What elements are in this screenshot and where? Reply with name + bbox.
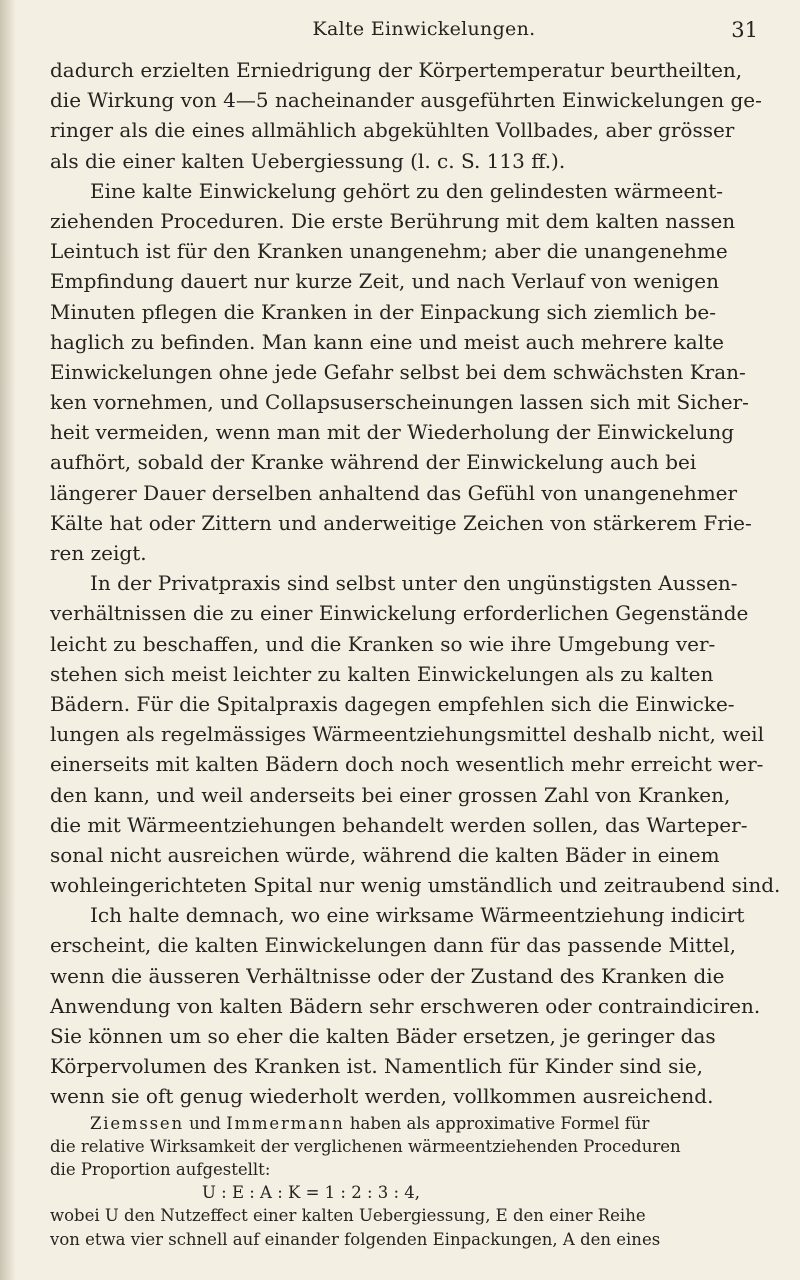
small-text-line: die Proportion aufgestellt: (50, 1159, 271, 1179)
small-text-line: die relative Wirksamkeit der verglichenen wärmeentziehenden Proceduren (50, 1136, 681, 1156)
text-line: einerseits mit kalten Bädern doch noch wesentlich mehr erreicht wer- (50, 752, 764, 777)
text-line: Empfindung dauert nur kurze Zeit, und nach Verlauf von wenigen (50, 269, 720, 294)
author-name: Ziemssen (90, 1113, 184, 1133)
text-line: stehen sich meist leichter zu kalten Einwickelungen als zu kalten (50, 661, 714, 686)
small-text-line: wobei U den Nutzeffect einer kalten Uebergiessung, E den einer Reihe (50, 1206, 646, 1226)
text-line: Eine kalte Einwickelung gehört zu den gelindesten wärmeent- (90, 178, 724, 203)
text-line: die mit Wärmeentziehungen behandelt werden sollen, das Warteper- (50, 812, 748, 837)
page-number: 31 (731, 18, 758, 42)
text-line: verhältnissen die zu einer Einwickelung erforderlichen Gegenstände (50, 601, 749, 626)
text-line: als die einer kalten Uebergiessung (l. c. S. 113 ff.). (50, 148, 566, 173)
text-line: Ich halte demnach, wo eine wirksame Wärmeentziehung indicirt (90, 903, 745, 928)
text-line: ren zeigt. (50, 541, 147, 565)
text-line: heit vermeiden, wenn man mit der Wiederholung der Einwickelung (50, 420, 735, 445)
body-text (50, 55, 781, 1251)
text-line: Leintuch ist für den Kranken unangenehm; aber die unangenehme (50, 239, 728, 264)
text-line: Sie können um so eher die kalten Bäder ersetzen, je geringer das (50, 1024, 716, 1048)
text-line: aufhört, sobald der Kranke während der Einwickelung auch bei (50, 450, 697, 475)
page-edge-shadow (0, 0, 16, 1280)
text-line: ken vornehmen, und Collapsuserscheinungen lassen sich mit Sicher- (50, 390, 749, 415)
page-header (90, 12, 758, 52)
text-line: ziehenden Proceduren. Die erste Berührung mit dem kalten nassen (50, 208, 736, 233)
proportion-formula: U : E : A : K = 1 : 2 : 3 : 4, (202, 1183, 421, 1203)
author-name: Immermann (226, 1113, 345, 1133)
text-line: sonal nicht ausreichen würde, während die kalten Bäder in einem (50, 842, 720, 867)
small-text-line (50, 1112, 775, 1135)
text-line: erscheint, die kalten Einwickelungen dann für das passende Mittel, (50, 933, 737, 958)
text-line: Anwendung von kalten Bädern sehr erschweren oder contraindiciren. (50, 993, 761, 1018)
running-title: Kalte Einwickelungen. (312, 18, 536, 40)
text-line: Kälte hat oder Zittern und anderweitige Zeichen von stärkerem Frie- (50, 510, 752, 535)
text-line: dadurch erzielten Erniedrigung der Körpertemperatur beurtheilten, (50, 58, 743, 82)
text-line: wohleingerichteten Spital nur wenig umständlich und zeitraubend sind. (50, 873, 781, 898)
text-line: wenn die äusseren Verhältnisse oder der Zustand des Kranken die (50, 963, 725, 988)
text-line: die Wirkung von 4—5 nacheinander ausgeführten Einwickelungen ge- (50, 88, 762, 113)
text-line: lungen als regelmässiges Wärmeentziehungsmittel deshalb nicht, weil (50, 722, 764, 747)
small-text-fragment: haben als approximative Formel für (344, 1113, 650, 1133)
text-line: Minuten pflegen die Kranken in der Einpackung sich ziemlich be- (50, 299, 716, 324)
conjunction: und (183, 1113, 227, 1133)
text-line: In der Privatpraxis sind selbst unter den ungünstigsten Aussen- (90, 571, 738, 596)
text-line: ringer als die eines allmählich abgekühlten Vollbades, aber grösser (50, 118, 735, 143)
text-line: Einwickelungen ohne jede Gefahr selbst bei dem schwächsten Kran- (50, 359, 746, 384)
text-line: haglich zu befinden. Man kann eine und meist auch mehrere kalte (50, 329, 724, 354)
small-text-line: von etwa vier schnell auf einander folgenden Einpackungen, A den eines (50, 1229, 661, 1249)
text-line: den kann, und weil anderseits bei einer grossen Zahl von Kranken, (50, 782, 731, 807)
text-line: Körpervolumen des Kranken ist. Namentlich für Kinder sind sie, (50, 1054, 703, 1079)
text-line: leicht zu beschaffen, und die Kranken so wie ihre Umgebung ver- (50, 631, 716, 656)
text-line: längerer Dauer derselben anhaltend das Gefühl von unangenehmer (50, 480, 738, 505)
text-line: Bädern. Für die Spitalpraxis dagegen empfehlen sich die Einwicke- (50, 691, 735, 716)
text-line: wenn sie oft genug wiederholt werden, vollkommen ausreichend. (50, 1084, 714, 1109)
